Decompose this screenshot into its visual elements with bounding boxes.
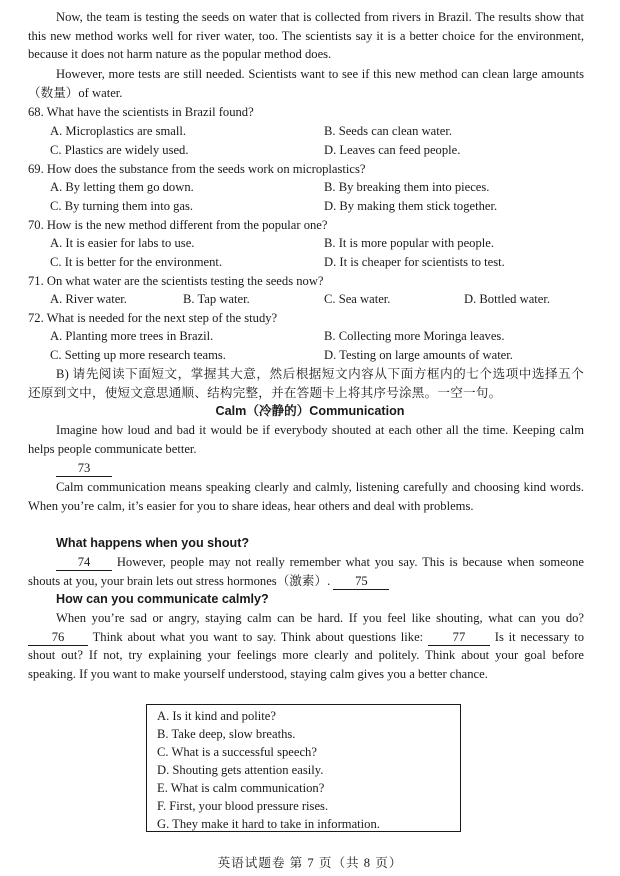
blank-73-line[interactable]	[56, 459, 136, 478]
question-72-option-d[interactable]: D. Testing on large amounts of water.	[324, 348, 513, 362]
question-72-option-c[interactable]: C. Setting up more research teams.	[50, 348, 226, 362]
box-option-a: A. Is it kind and polite?	[157, 709, 276, 723]
box-option-d: D. Shouting gets attention easily.	[157, 763, 324, 777]
paragraph-shout-text: However, people may not really remember what you say. This is because when someone shouts at you, your brain lets out stress hormones（激素）.	[28, 555, 584, 588]
box-option-g: G. They make it hard to take in information.	[157, 817, 380, 831]
paragraph-how-text-b: Think about what you want to say. Think about questions like:	[92, 629, 424, 644]
question-69-option-c[interactable]: C. By turning them into gas.	[50, 199, 194, 213]
box-option-b: B. Take deep, slow breaths.	[157, 727, 296, 741]
blank-77[interactable]: 77	[428, 630, 490, 646]
question-70-option-a[interactable]: A. It is easier for labs to use.	[50, 236, 195, 250]
heading-how-to-communicate: How can you communicate calmly?	[56, 592, 269, 606]
paragraph-calm-communication: Calm communication means speaking clearly and calmly, listening carefully and choosing kind words. When you’re calm, it’s easier for you to share ideas, hear others and deal with problems.	[28, 480, 584, 513]
question-70-option-d[interactable]: D. It is cheaper for scientists to test.	[324, 255, 505, 269]
question-71-option-c[interactable]: C. Sea water.	[324, 292, 391, 306]
question-70-stem: 70. How is the new method different from the popular one?	[28, 218, 328, 232]
question-69-stem: 69. How does the substance from the seeds work on microplastics?	[28, 162, 366, 176]
box-option-f: F. First, your blood pressure rises.	[157, 799, 329, 813]
question-70-option-b[interactable]: B. It is more popular with people.	[324, 236, 494, 250]
heading-what-happens: What happens when you shout?	[56, 536, 250, 550]
paragraph-how	[28, 609, 584, 684]
question-68-option-d[interactable]: D. Leaves can feed people.	[324, 143, 461, 157]
question-72-option-b[interactable]: B. Collecting more Moringa leaves.	[324, 329, 505, 343]
paragraph-how-text-a: When you’re sad or angry, staying calm can be hard. If you feel like shouting, what can you do?	[56, 611, 584, 625]
question-69-option-d[interactable]: D. By making them stick together.	[324, 199, 498, 213]
question-71-stem: 71. On what water are the scientists testing the seeds now?	[28, 274, 324, 288]
question-68-option-c[interactable]: C. Plastics are widely used.	[50, 143, 189, 157]
question-71-option-a[interactable]: A. River water.	[50, 292, 127, 306]
question-68-option-b[interactable]: B. Seeds can clean water.	[324, 124, 452, 138]
question-72-option-a[interactable]: A. Planting more trees in Brazil.	[50, 329, 214, 343]
question-69-option-a[interactable]: A. By letting them go down.	[50, 180, 194, 194]
paragraph-how-text-c: Is it necessary to shout out? If not, try explaining your feelings more clearly and politely. Think about your goal before speaking. If you want to make yourself understood, staying calm gives you a better chance.	[28, 629, 584, 682]
question-71-option-b[interactable]: B. Tap water.	[183, 292, 250, 306]
question-70-option-c[interactable]: C. It is better for the environment.	[50, 255, 223, 269]
box-option-c: C. What is a successful speech?	[157, 745, 317, 759]
paragraph-shout	[28, 553, 584, 590]
blank-76[interactable]: 76	[28, 630, 88, 646]
options-box	[146, 704, 461, 832]
passage-paragraph-2: However, more tests are still needed. Scientists want to see if this new method can clean large amounts（数量）of water.	[28, 67, 584, 100]
box-option-e: E. What is calm communication?	[157, 781, 325, 795]
passage-paragraph-1: Now, the team is testing the seeds on water that is collected from rivers in Brazil. The results show that this new method works well for river water, too. The scientists say it is a better choice for the environment, because it does not harm nature as the popular method does.	[28, 10, 584, 62]
passage-title: Calm（冷静的）Communication	[215, 404, 405, 418]
question-68-option-a[interactable]: A. Microplastics are small.	[50, 124, 187, 138]
blank-73: 73	[56, 461, 112, 477]
blank-74[interactable]: 74	[56, 555, 112, 571]
question-69-option-b[interactable]: B. By breaking them into pieces.	[324, 180, 490, 194]
question-72-stem: 72. What is needed for the next step of the study?	[28, 311, 278, 325]
section-b-instruction: B) 请先阅读下面短文，掌握其大意，然后根据短文内容从下面方框内的七个选项中选择五个还原到文中，使短文意思通顺、结构完整，并在答题卡上将其序号涂黑。一空一句。	[28, 367, 584, 400]
page-footer: 英语试题卷 第 7 页（共 8 页）	[217, 856, 403, 870]
question-68-stem: 68. What have the scientists in Brazil found?	[28, 105, 254, 119]
blank-75[interactable]: 75	[333, 574, 389, 590]
question-71-option-d[interactable]: D. Bottled water.	[464, 292, 551, 306]
passage-intro: Imagine how loud and bad it would be if everybody shouted at each other all the time. Keeping calm helps people communicate better.	[28, 423, 584, 456]
